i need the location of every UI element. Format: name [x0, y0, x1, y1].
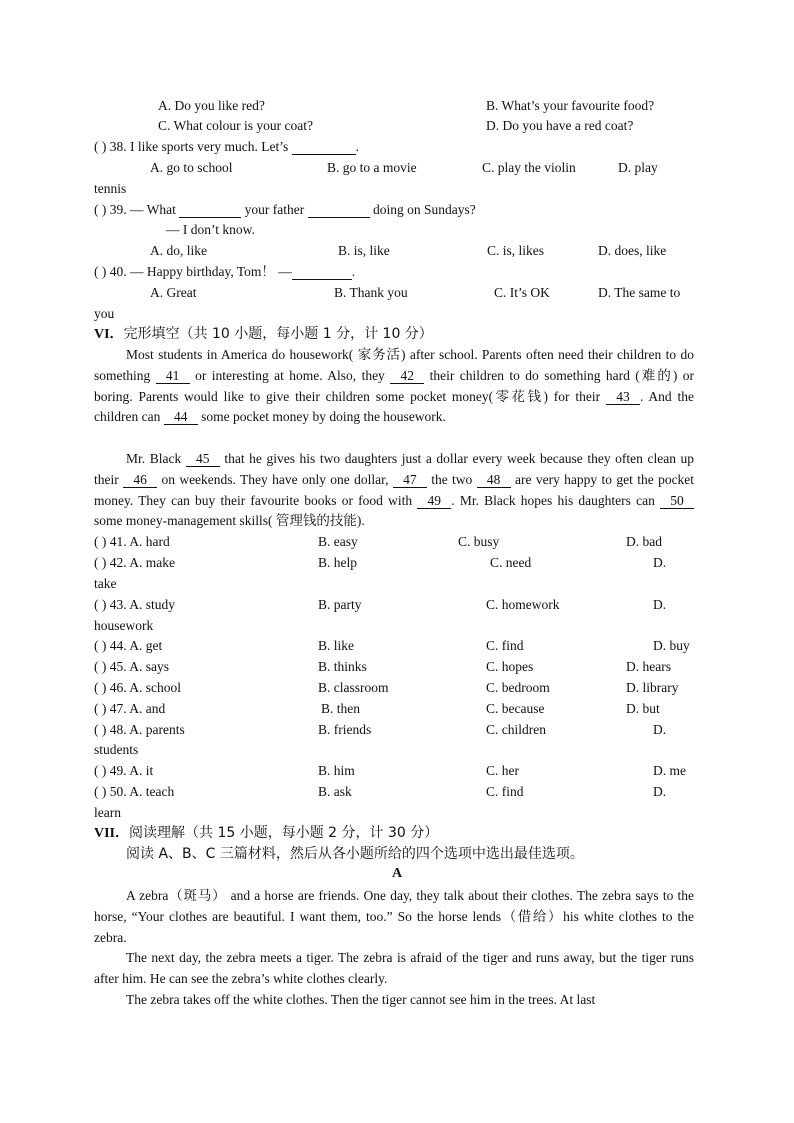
cloze-text: . And the children can — [94, 388, 695, 425]
section-7-title: 阅读理解（共 15 小题，每小题 2 分，计 30 分） — [129, 825, 439, 841]
q42-stem: ( ) 42. A. make — [94, 555, 175, 570]
cloze-blank-46: 46 — [123, 472, 157, 488]
q41-option-b: B. easy — [318, 534, 358, 549]
q46-option-b: B. classroom — [318, 680, 389, 695]
q49-option-b: B. him — [318, 763, 355, 778]
cloze-paragraph-1 — [94, 345, 694, 428]
reading-text: The zebra takes off the white clothes. Then the tiger cannot see him in the trees. At last — [126, 992, 596, 1007]
q39-blank-1 — [179, 202, 241, 218]
section-6-heading — [94, 325, 433, 344]
section-7-number: VII． — [94, 826, 130, 841]
q44-option-c: C. find — [486, 638, 524, 653]
q47-option-d: D. but — [626, 701, 660, 716]
q47-stem: ( ) 47. A. and — [94, 701, 166, 716]
q50-option-c: C. find — [486, 784, 524, 799]
q37-option-a: A. Do you like red? — [158, 98, 265, 113]
cloze-text: on weekends. They have only one dollar, — [161, 471, 389, 487]
q43-option-d-wrap: housework — [94, 618, 154, 633]
cloze-text: are very happy to get the pocket money. They can buy their favourite books or food with — [94, 471, 695, 508]
q48-option-d-wrap: students — [94, 742, 139, 757]
q49-option-d: D. me — [653, 763, 686, 778]
cloze-text: Most students in America do housework( 家务活) after school. Parents often need their children to do something — [94, 347, 694, 383]
q43-option-c: C. homework — [486, 597, 560, 612]
q41-option-d: D. bad — [626, 534, 662, 549]
q50-option-b: B. ask — [318, 784, 352, 799]
q40-option-d-wrap: you — [94, 306, 115, 321]
q49-stem: ( ) 49. A. it — [94, 763, 154, 778]
cloze-text: or interesting at home. Also, they — [195, 367, 385, 383]
q48-option-c: C. children — [486, 722, 546, 737]
q38-blank — [292, 139, 356, 155]
q40-blank — [292, 264, 352, 280]
q45-stem: ( ) 45. A. says — [94, 659, 169, 674]
q41-stem: ( ) 41. A. hard — [94, 534, 170, 549]
q45-option-d: D. hears — [626, 659, 671, 674]
q38-option-c: C. play the violin — [482, 160, 576, 175]
q44-stem: ( ) 44. A. get — [94, 638, 163, 653]
q40-option-a: A. Great — [150, 285, 197, 300]
q37-option-c: C. What colour is your coat? — [158, 118, 313, 133]
q43-option-b: B. party — [318, 597, 362, 612]
cloze-text: some pocket money by doing the housework. — [201, 409, 446, 425]
section-6-number: VI． — [94, 327, 124, 342]
q39-stem — [94, 201, 476, 219]
q46-stem: ( ) 46. A. school — [94, 680, 181, 695]
q41-option-c: C. busy — [458, 534, 500, 549]
q38-text: ( ) 38. I like sports very much. Let’s — [94, 139, 289, 154]
q40-text: ( ) 40. — Happy birthday, Tom！ — — [94, 264, 292, 279]
q40-option-b: B. Thank you — [334, 285, 408, 300]
q42-option-d: D. — [653, 555, 667, 570]
cloze-blank-47: 47 — [393, 472, 427, 488]
q48-option-d: D. — [653, 722, 667, 737]
q37-option-d: D. Do you have a red coat? — [486, 118, 634, 133]
q40-option-d: D. The same to — [598, 285, 681, 300]
q43-stem: ( ) 43. A. study — [94, 597, 175, 612]
q38-option-a: A. go to school — [150, 160, 233, 175]
reading-paragraph-3 — [94, 990, 694, 1011]
q42-option-d-wrap: take — [94, 576, 117, 591]
q39-option-d: D. does, like — [598, 243, 667, 258]
cloze-blank-49: 49 — [417, 493, 451, 509]
q38-option-b: B. go to a movie — [327, 160, 417, 175]
q38-option-d: D. play — [618, 160, 658, 175]
q42-option-b: B. help — [318, 555, 357, 570]
q50-option-d-wrap: learn — [94, 805, 121, 820]
section-6-title: 完形填空（共 10 小题，每小题 1 分，计 10 分） — [123, 326, 433, 342]
q38-option-d-wrap: tennis — [94, 181, 127, 196]
q38-stem: ( ) 38. I like sports very much. Let’s . — [94, 139, 359, 154]
q48-stem: ( ) 48. A. parents — [94, 722, 185, 737]
cloze-text: Mr. Black — [126, 451, 182, 466]
reading-part-label: A — [391, 866, 403, 881]
cloze-blank-41: 41 — [156, 368, 190, 384]
q46-option-d: D. library — [626, 680, 679, 695]
cloze-paragraph-2 — [94, 449, 694, 532]
cloze-blank-44: 44 — [164, 409, 198, 425]
cloze-text: the two — [431, 471, 473, 487]
reading-text: A zebra（斑马） and a horse are friends. One day, they talk about their clothes. The zebra says to the horse, “Your clothes are beautiful. I want them, too.” So the horse lends（借给）his white clothes to the zebra. — [94, 888, 694, 945]
cloze-text: some money-management skills( 管理钱的技能). — [94, 513, 365, 529]
reading-paragraph-1 — [94, 886, 694, 948]
q48-option-b: B. friends — [318, 722, 372, 737]
q50-stem: ( ) 50. A. teach — [94, 784, 175, 799]
cloze-blank-42: 42 — [390, 368, 424, 384]
q45-option-c: C. hopes — [486, 659, 534, 674]
q39-option-a: A. do, like — [150, 243, 207, 258]
q39-blank-2 — [308, 202, 370, 218]
q39-text-end: doing on Sundays? — [372, 202, 476, 217]
cloze-blank-43: 43 — [606, 389, 640, 405]
cloze-blank-50: 50 — [660, 493, 694, 509]
q39-text-mid: your father — [244, 202, 305, 217]
q44-option-b: B. like — [318, 638, 354, 653]
q47-option-c: C. because — [486, 701, 545, 716]
section-7-heading — [94, 824, 438, 843]
q39-reply: — I don’t know. — [166, 222, 255, 237]
q39-option-b: B. is, like — [338, 243, 390, 258]
q42-option-c: C. need — [490, 555, 532, 570]
q40-option-c: C. It’s OK — [494, 285, 550, 300]
q46-option-c: C. bedroom — [486, 680, 550, 695]
section-7-instruction: 阅读 A、B、C 三篇材料，然后从各小题所给的四个选项中选出最佳选项。 — [126, 846, 584, 862]
q37-option-b: B. What’s your favourite food? — [486, 98, 655, 113]
cloze-blank-48: 48 — [477, 472, 511, 488]
cloze-blank-45: 45 — [186, 451, 220, 467]
q40-stem: ( ) 40. — Happy birthday, Tom！ — . — [94, 264, 356, 279]
q49-option-c: C. her — [486, 763, 519, 778]
q50-option-d: D. — [653, 784, 667, 799]
cloze-text: that he gives his two daughters just a dollar every week because they often clean up their — [94, 451, 695, 487]
reading-text: The next day, the zebra meets a tiger. The zebra is afraid of the tiger and runs away, but the tiger runs after him. He can see the zebra’s white clothes clearly. — [94, 950, 694, 986]
cloze-text: . Mr. Black hopes his daughters can — [451, 492, 655, 508]
q45-option-b: B. thinks — [318, 659, 367, 674]
reading-paragraph-2 — [94, 948, 694, 990]
q39-text: ( ) 39. — What — [94, 202, 176, 217]
q43-option-d: D. — [653, 597, 667, 612]
q44-option-d: D. buy — [653, 638, 690, 653]
cloze-text: their children to do something hard (难的) or boring. Parents would like to give their children some pocket money(零花钱) for their — [94, 367, 694, 404]
q39-option-c: C. is, likes — [487, 243, 545, 258]
q47-option-b: B. then — [321, 701, 360, 716]
